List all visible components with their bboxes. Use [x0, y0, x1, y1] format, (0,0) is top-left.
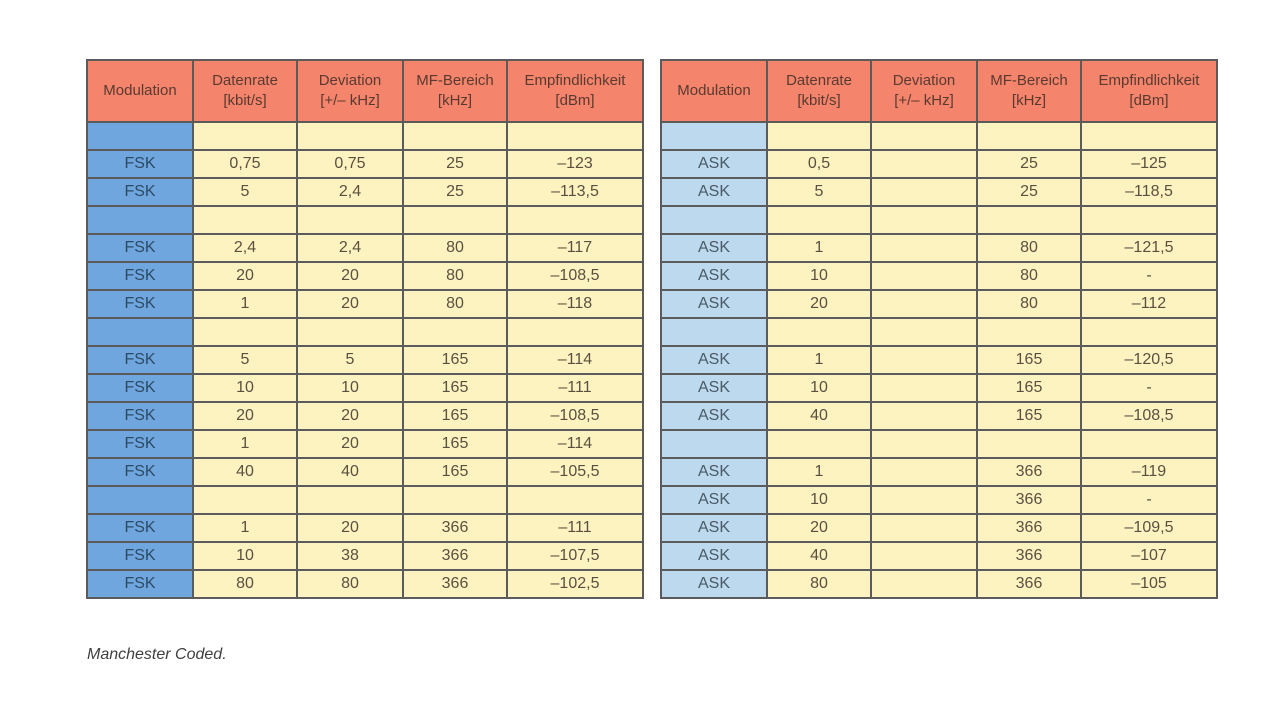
cell-modulation: FSK: [87, 150, 193, 178]
cell-modulation: FSK: [87, 542, 193, 570]
cell-deviation: [871, 402, 977, 430]
table-row: [87, 234, 643, 262]
cell-empfindlichkeit: –120,5: [1081, 346, 1217, 374]
header-unit: [kbit/s]: [223, 92, 267, 109]
cell-mf-bereich: [977, 206, 1081, 234]
cell-mf-bereich: 25: [977, 178, 1081, 206]
cell-datenrate: 1: [193, 430, 297, 458]
cell-deviation: 20: [297, 290, 403, 318]
header-label: Datenrate: [212, 72, 278, 89]
table-row: [87, 178, 643, 206]
cell-datenrate: 20: [193, 262, 297, 290]
header-unit: [dBm]: [1129, 92, 1169, 109]
cell-mf-bereich: 366: [977, 514, 1081, 542]
cell-empfindlichkeit: –118,5: [1081, 178, 1217, 206]
header-label: Deviation: [892, 72, 956, 89]
cell-deviation: 40: [297, 458, 403, 486]
header-row: [87, 60, 643, 122]
cell-datenrate: 1: [767, 234, 871, 262]
cell-deviation: 10: [297, 374, 403, 402]
cell-empfindlichkeit: [507, 122, 643, 150]
cell-mf-bereich: 80: [403, 262, 507, 290]
cell-empfindlichkeit: –107,5: [507, 542, 643, 570]
cell-empfindlichkeit: –105: [1081, 570, 1217, 598]
cell-deviation: [871, 150, 977, 178]
cell-deviation: 20: [297, 262, 403, 290]
header-mf-bereich: [403, 60, 507, 122]
cell-empfindlichkeit: –125: [1081, 150, 1217, 178]
cell-empfindlichkeit: –121,5: [1081, 234, 1217, 262]
table-row: [661, 374, 1217, 402]
cell-mf-bereich: [403, 206, 507, 234]
header-row: [661, 60, 1217, 122]
cell-empfindlichkeit: [1081, 318, 1217, 346]
cell-deviation: [297, 206, 403, 234]
cell-datenrate: 5: [193, 346, 297, 374]
table-row: [661, 486, 1217, 514]
cell-deviation: [871, 122, 977, 150]
cell-modulation: FSK: [87, 346, 193, 374]
cell-modulation: [661, 430, 767, 458]
cell-datenrate: 80: [193, 570, 297, 598]
header-empfindlichkeit: [507, 60, 643, 122]
table-row: [87, 374, 643, 402]
header-label: Modulation: [103, 82, 177, 99]
cell-mf-bereich: 165: [977, 374, 1081, 402]
cell-modulation: [87, 318, 193, 346]
table-row: [661, 346, 1217, 374]
cell-modulation: ASK: [661, 458, 767, 486]
cell-empfindlichkeit: –108,5: [507, 262, 643, 290]
cell-datenrate: 10: [193, 542, 297, 570]
table-row: [87, 318, 643, 346]
cell-mf-bereich: 366: [977, 542, 1081, 570]
cell-modulation: ASK: [661, 514, 767, 542]
table-row: [661, 514, 1217, 542]
cell-modulation: [661, 122, 767, 150]
table-row: [661, 206, 1217, 234]
table-row: [87, 486, 643, 514]
cell-datenrate: [767, 206, 871, 234]
cell-deviation: [871, 458, 977, 486]
cell-modulation: ASK: [661, 234, 767, 262]
cell-empfindlichkeit: –114: [507, 346, 643, 374]
cell-deviation: 0,75: [297, 150, 403, 178]
table-row: [87, 430, 643, 458]
cell-mf-bereich: 80: [977, 234, 1081, 262]
cell-datenrate: [193, 318, 297, 346]
cell-deviation: 80: [297, 570, 403, 598]
header-datenrate: [767, 60, 871, 122]
table-row: [661, 458, 1217, 486]
cell-mf-bereich: 366: [977, 570, 1081, 598]
cell-deviation: [871, 542, 977, 570]
header-deviation: [297, 60, 403, 122]
header-label: Empfindlichkeit: [524, 72, 626, 89]
cell-modulation: FSK: [87, 458, 193, 486]
cell-modulation: ASK: [661, 486, 767, 514]
table-row: [87, 122, 643, 150]
cell-deviation: 20: [297, 430, 403, 458]
cell-modulation: FSK: [87, 374, 193, 402]
cell-modulation: [661, 318, 767, 346]
cell-datenrate: 2,4: [193, 234, 297, 262]
table-row: [661, 234, 1217, 262]
table-row: [87, 514, 643, 542]
cell-empfindlichkeit: –105,5: [507, 458, 643, 486]
cell-deviation: [297, 486, 403, 514]
header-label: MF-Bereich: [990, 72, 1068, 89]
cell-modulation: [87, 122, 193, 150]
cell-datenrate: [767, 430, 871, 458]
header-empfindlichkeit: [1081, 60, 1217, 122]
header-label: Empfindlichkeit: [1098, 72, 1200, 89]
cell-datenrate: [193, 486, 297, 514]
cell-empfindlichkeit: –107: [1081, 542, 1217, 570]
cell-modulation: ASK: [661, 570, 767, 598]
cell-mf-bereich: [403, 486, 507, 514]
header-label: Deviation: [318, 72, 382, 89]
cell-deviation: 5: [297, 346, 403, 374]
cell-deviation: [871, 234, 977, 262]
cell-modulation: FSK: [87, 430, 193, 458]
cell-empfindlichkeit: [507, 206, 643, 234]
cell-modulation: FSK: [87, 234, 193, 262]
table-row: [661, 430, 1217, 458]
header-deviation: [871, 60, 977, 122]
cell-deviation: 2,4: [297, 234, 403, 262]
cell-mf-bereich: 165: [403, 430, 507, 458]
footnote: Manchester Coded.: [87, 646, 227, 663]
cell-mf-bereich: [977, 122, 1081, 150]
cell-modulation: FSK: [87, 290, 193, 318]
cell-modulation: ASK: [661, 542, 767, 570]
header-label: Datenrate: [786, 72, 852, 89]
cell-deviation: [871, 318, 977, 346]
cell-deviation: [871, 486, 977, 514]
cell-empfindlichkeit: –111: [507, 514, 643, 542]
table-row: [661, 122, 1217, 150]
cell-mf-bereich: [403, 318, 507, 346]
table-row: [87, 346, 643, 374]
table-row: [661, 262, 1217, 290]
cell-mf-bereich: [403, 122, 507, 150]
cell-mf-bereich: 165: [977, 402, 1081, 430]
cell-datenrate: 80: [767, 570, 871, 598]
header-label: Modulation: [677, 82, 751, 99]
cell-empfindlichkeit: -: [1081, 374, 1217, 402]
cell-modulation: [87, 486, 193, 514]
header-unit: [dBm]: [555, 92, 595, 109]
cell-deviation: [871, 290, 977, 318]
cell-deviation: [871, 178, 977, 206]
cell-datenrate: 10: [767, 486, 871, 514]
table-row: [87, 150, 643, 178]
cell-datenrate: 5: [767, 178, 871, 206]
cell-modulation: ASK: [661, 262, 767, 290]
table-row: [87, 262, 643, 290]
header-unit: [kHz]: [1011, 92, 1047, 109]
cell-mf-bereich: 80: [403, 290, 507, 318]
cell-mf-bereich: 25: [403, 150, 507, 178]
cell-datenrate: 0,5: [767, 150, 871, 178]
cell-deviation: 20: [297, 402, 403, 430]
cell-deviation: 20: [297, 514, 403, 542]
cell-deviation: [871, 346, 977, 374]
header-unit: [kbit/s]: [797, 92, 841, 109]
table-row: [87, 570, 643, 598]
cell-datenrate: 0,75: [193, 150, 297, 178]
table-row: [87, 458, 643, 486]
cell-datenrate: [767, 122, 871, 150]
cell-datenrate: 1: [193, 290, 297, 318]
cell-datenrate: [193, 206, 297, 234]
cell-modulation: ASK: [661, 290, 767, 318]
cell-mf-bereich: 366: [977, 458, 1081, 486]
cell-mf-bereich: 165: [977, 346, 1081, 374]
cell-empfindlichkeit: -: [1081, 262, 1217, 290]
header-unit: [+/– kHz]: [894, 92, 954, 109]
cell-datenrate: 40: [193, 458, 297, 486]
cell-datenrate: 5: [193, 178, 297, 206]
header-modulation: [661, 60, 767, 122]
cell-mf-bereich: 366: [403, 514, 507, 542]
cell-deviation: [871, 514, 977, 542]
cell-datenrate: 10: [767, 374, 871, 402]
cell-mf-bereich: 80: [977, 262, 1081, 290]
cell-deviation: [871, 570, 977, 598]
cell-datenrate: 1: [193, 514, 297, 542]
cell-datenrate: 20: [767, 514, 871, 542]
header-modulation: [87, 60, 193, 122]
cell-mf-bereich: 80: [403, 234, 507, 262]
cell-modulation: ASK: [661, 150, 767, 178]
cell-empfindlichkeit: [1081, 206, 1217, 234]
cell-deviation: [871, 262, 977, 290]
cell-empfindlichkeit: –114: [507, 430, 643, 458]
cell-datenrate: 10: [193, 374, 297, 402]
table-row: [87, 542, 643, 570]
cell-mf-bereich: 366: [403, 542, 507, 570]
cell-mf-bereich: 80: [977, 290, 1081, 318]
fsk-table: [86, 59, 644, 599]
header-unit: [kHz]: [437, 92, 473, 109]
ask-table: [660, 59, 1218, 599]
cell-datenrate: 10: [767, 262, 871, 290]
header-unit: [+/– kHz]: [320, 92, 380, 109]
cell-mf-bereich: 165: [403, 346, 507, 374]
table-row: [87, 206, 643, 234]
cell-empfindlichkeit: –102,5: [507, 570, 643, 598]
table-row: [661, 178, 1217, 206]
cell-datenrate: [767, 318, 871, 346]
cell-modulation: ASK: [661, 402, 767, 430]
cell-mf-bereich: 25: [977, 150, 1081, 178]
table-row: [661, 570, 1217, 598]
cell-modulation: [661, 206, 767, 234]
cell-modulation: ASK: [661, 178, 767, 206]
cell-datenrate: [193, 122, 297, 150]
cell-mf-bereich: 366: [977, 486, 1081, 514]
cell-modulation: ASK: [661, 374, 767, 402]
cell-empfindlichkeit: –119: [1081, 458, 1217, 486]
cell-mf-bereich: 366: [403, 570, 507, 598]
cell-modulation: FSK: [87, 262, 193, 290]
cell-deviation: [871, 430, 977, 458]
cell-mf-bereich: 25: [403, 178, 507, 206]
cell-mf-bereich: 165: [403, 458, 507, 486]
cell-datenrate: 1: [767, 346, 871, 374]
cell-modulation: [87, 206, 193, 234]
header-label: MF-Bereich: [416, 72, 494, 89]
cell-empfindlichkeit: [507, 318, 643, 346]
cell-deviation: [297, 122, 403, 150]
table-row: [661, 542, 1217, 570]
cell-empfindlichkeit: [1081, 430, 1217, 458]
cell-deviation: [297, 318, 403, 346]
cell-deviation: [871, 374, 977, 402]
cell-empfindlichkeit: –111: [507, 374, 643, 402]
cell-deviation: [871, 206, 977, 234]
cell-modulation: FSK: [87, 402, 193, 430]
cell-mf-bereich: 165: [403, 402, 507, 430]
table-row: [661, 150, 1217, 178]
cell-empfindlichkeit: –112: [1081, 290, 1217, 318]
cell-modulation: FSK: [87, 178, 193, 206]
cell-empfindlichkeit: –113,5: [507, 178, 643, 206]
cell-empfindlichkeit: –109,5: [1081, 514, 1217, 542]
cell-deviation: 2,4: [297, 178, 403, 206]
cell-modulation: ASK: [661, 346, 767, 374]
cell-mf-bereich: [977, 318, 1081, 346]
cell-mf-bereich: [977, 430, 1081, 458]
cell-empfindlichkeit: -: [1081, 486, 1217, 514]
cell-datenrate: 40: [767, 402, 871, 430]
cell-modulation: FSK: [87, 570, 193, 598]
table-row: [87, 402, 643, 430]
cell-empfindlichkeit: –118: [507, 290, 643, 318]
table-row: [661, 318, 1217, 346]
cell-empfindlichkeit: –123: [507, 150, 643, 178]
cell-empfindlichkeit: [507, 486, 643, 514]
cell-datenrate: 1: [767, 458, 871, 486]
cell-modulation: FSK: [87, 514, 193, 542]
cell-datenrate: 40: [767, 542, 871, 570]
table-row: [661, 402, 1217, 430]
table-row: [87, 290, 643, 318]
header-datenrate: [193, 60, 297, 122]
header-mf-bereich: [977, 60, 1081, 122]
cell-datenrate: 20: [193, 402, 297, 430]
cell-empfindlichkeit: [1081, 122, 1217, 150]
cell-empfindlichkeit: –117: [507, 234, 643, 262]
table-row: [661, 290, 1217, 318]
cell-deviation: 38: [297, 542, 403, 570]
cell-empfindlichkeit: –108,5: [507, 402, 643, 430]
cell-mf-bereich: 165: [403, 374, 507, 402]
cell-datenrate: 20: [767, 290, 871, 318]
cell-empfindlichkeit: –108,5: [1081, 402, 1217, 430]
